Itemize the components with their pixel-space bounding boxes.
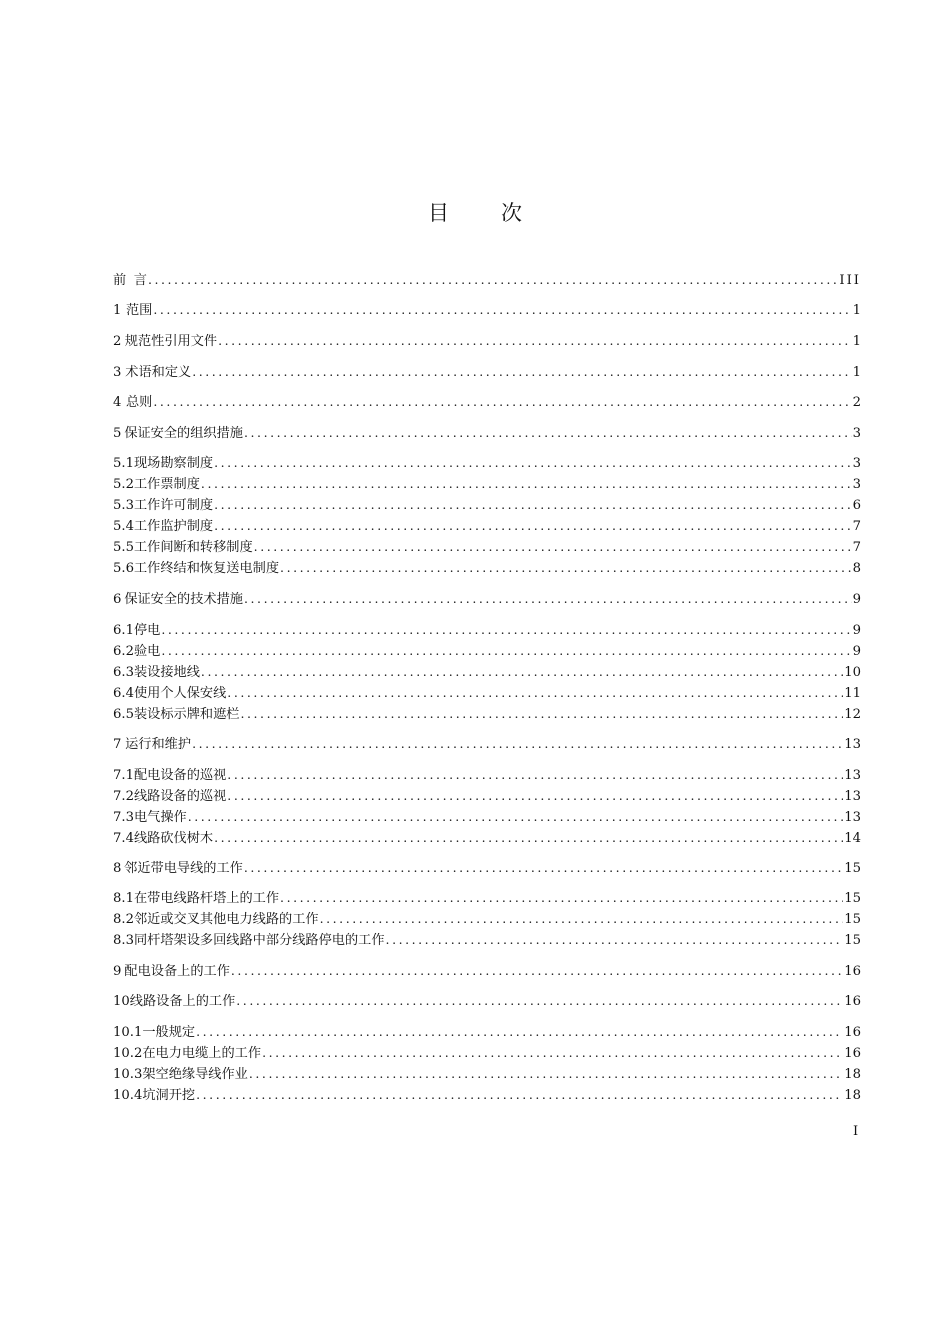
toc-entry-title: 装设标示牌和遮栏: [133, 707, 240, 722]
toc-entry-number: 前: [113, 273, 127, 288]
toc-dot-leader: [153, 300, 851, 320]
toc-dot-leader: [192, 734, 843, 754]
toc-entry-page: 16: [844, 1025, 861, 1040]
toc-entry-page: 9: [852, 623, 861, 638]
toc-entry-title: 在带电线路杆塔上的工作: [133, 891, 280, 906]
toc-entry[interactable]: [113, 930, 861, 950]
toc-entry[interactable]: [113, 662, 861, 682]
toc-dot-leader: [196, 1022, 843, 1042]
toc-entry-page: 3: [852, 426, 861, 441]
toc-entry[interactable]: [113, 516, 861, 536]
toc-entry-title: 邻近或交叉其他电力线路的工作: [133, 912, 319, 927]
toc-entry-page: III: [839, 273, 861, 288]
toc-entry-page: 15: [844, 861, 861, 876]
toc-entry[interactable]: [113, 331, 861, 351]
toc-entry-page: 18: [844, 1067, 861, 1082]
toc-entry[interactable]: [113, 270, 861, 290]
toc-entry[interactable]: [113, 704, 861, 724]
toc-entry[interactable]: [113, 888, 861, 908]
page-title-char-2: 次: [501, 201, 522, 225]
toc-entry-title: 运行和维护: [125, 737, 192, 752]
toc-entry[interactable]: [113, 828, 861, 848]
toc-dot-leader: [161, 641, 851, 661]
toc-dot-leader: [214, 495, 852, 515]
toc-entry[interactable]: [113, 807, 861, 827]
toc-dot-leader: [148, 270, 838, 290]
toc-entry-title: 工作间断和转移制度: [133, 540, 253, 555]
toc-entry-page: 16: [844, 1046, 861, 1061]
toc-dot-leader: [227, 786, 843, 806]
toc-entry[interactable]: [113, 537, 861, 557]
toc-entry-title: 使用个人保安线: [133, 686, 227, 701]
toc-dot-leader: [262, 1043, 843, 1063]
page-title: [0, 197, 950, 227]
toc-entry-title: 总则: [126, 395, 153, 410]
toc-entry-page: 18: [844, 1088, 861, 1103]
toc-entry[interactable]: [113, 961, 861, 981]
toc-entry-title: 线路设备上的工作: [129, 994, 236, 1009]
toc-entry-page: 2: [852, 395, 861, 410]
toc-entry-title: 现场勘察制度: [133, 456, 214, 471]
toc-entry-page: 15: [844, 891, 861, 906]
toc-dot-leader: [214, 516, 852, 536]
toc-entry[interactable]: [113, 300, 861, 320]
toc-entry-page: 7: [852, 540, 861, 555]
toc-entry-title: 在电力电缆上的工作: [142, 1046, 262, 1061]
toc-entry-number: 5.3: [113, 498, 134, 513]
toc-entry-page: 13: [844, 737, 861, 752]
toc-entry-title: 邻近带电导线的工作: [124, 861, 243, 876]
toc-entry-number: 6.5: [113, 707, 134, 722]
toc-entry-page: 11: [844, 686, 861, 701]
toc-entry-page: 10: [844, 665, 861, 680]
toc-entry-number: 8.3: [113, 933, 134, 948]
toc-entry-number: 8: [113, 861, 122, 876]
toc-dot-leader: [244, 423, 852, 443]
toc-entry-title: 工作监护制度: [133, 519, 214, 534]
toc-entry-number: 2: [113, 334, 122, 349]
toc-entry-title: 线路设备的巡视: [133, 789, 227, 804]
toc-entry[interactable]: [113, 620, 861, 640]
toc-dot-leader: [201, 662, 843, 682]
toc-dot-leader: [254, 537, 852, 557]
toc-entry-title: 线路砍伐树木: [133, 831, 214, 846]
toc-entry-number: 7: [113, 737, 122, 752]
toc-entry[interactable]: [113, 1043, 861, 1063]
toc-dot-leader: [320, 909, 844, 929]
toc-dot-leader: [244, 589, 852, 609]
toc-entry-page: 9: [852, 592, 861, 607]
toc-entry-number: 6.1: [113, 623, 134, 638]
toc-entry-title: 工作终结和恢复送电制度: [133, 561, 280, 576]
toc-entry-page: 1: [852, 365, 861, 380]
toc-dot-leader: [280, 558, 852, 578]
toc-entry-title: 配电设备的巡视: [133, 768, 227, 783]
toc-entry-title: 保证安全的技术措施: [124, 592, 243, 607]
toc-entry-page: 8: [852, 561, 861, 576]
toc-entry[interactable]: [113, 495, 861, 515]
toc-entry-number: 7.2: [113, 789, 134, 804]
toc-entry-title: 装设接地线: [133, 665, 200, 680]
toc-entry-title: 电气操作: [133, 810, 187, 825]
toc-dot-leader: [249, 1064, 843, 1084]
toc-entry-number: 7.3: [113, 810, 134, 825]
toc-entry-title: 同杆塔架设多回线路中部分线路停电的工作: [133, 933, 385, 948]
toc-dot-leader: [218, 331, 852, 351]
toc-entry-title: 一般规定: [142, 1025, 196, 1040]
toc-entry-number: 9: [113, 964, 122, 979]
toc-entry[interactable]: [113, 734, 861, 754]
toc-entry-number: 5.2: [113, 477, 134, 492]
toc-entry-page: 6: [852, 498, 861, 513]
toc-entry[interactable]: [113, 453, 861, 473]
toc-dot-leader: [188, 807, 843, 827]
toc-entry-title: 配电设备上的工作: [124, 964, 230, 979]
toc-entry-number: 10.2: [113, 1046, 143, 1061]
toc-entry[interactable]: [113, 1022, 861, 1042]
toc-entry[interactable]: [113, 641, 861, 661]
toc-dot-leader: [153, 392, 851, 412]
toc-entry[interactable]: [113, 786, 861, 806]
toc-entry-title: 保证安全的组织措施: [124, 426, 243, 441]
toc-entry-number: 10.3: [113, 1067, 143, 1082]
toc-entry-title: 规范性引用文件: [124, 334, 218, 349]
toc-entry-number: 4: [113, 395, 122, 410]
toc-entry-number: 6.4: [113, 686, 134, 701]
toc-entry-title: 停电: [133, 623, 161, 638]
toc-entry[interactable]: [113, 765, 861, 785]
toc-entry-number: 8.2: [113, 912, 134, 927]
toc-dot-leader: [227, 683, 843, 703]
toc-dot-leader: [227, 765, 843, 785]
toc-entry-page: 15: [844, 912, 861, 927]
toc-entry[interactable]: [113, 1064, 861, 1084]
toc-entry-title: 坑洞开挖: [142, 1088, 196, 1103]
toc-entry-number: 7.1: [113, 768, 134, 783]
toc-entry-page: 1: [852, 334, 861, 349]
toc-entry-title: 工作许可制度: [133, 498, 214, 513]
toc-entry-page: 15: [844, 933, 861, 948]
toc-entry-title: 工作票制度: [133, 477, 200, 492]
toc-entry-number: 6.2: [113, 644, 134, 659]
toc-entry-title: 架空绝缘导线作业: [142, 1067, 248, 1082]
toc-entry[interactable]: [113, 474, 861, 494]
toc-dot-leader: [161, 620, 851, 640]
toc-dot-leader: [196, 1085, 843, 1105]
toc-dot-leader: [214, 453, 852, 473]
toc-entry-number: 5.4: [113, 519, 134, 534]
toc-entry[interactable]: [113, 423, 861, 443]
toc-entry-title: 范围: [126, 303, 153, 318]
toc-entry-number: 5.5: [113, 540, 134, 555]
toc-entry-page: 9: [852, 644, 861, 659]
toc-entry-page: 16: [844, 964, 861, 979]
toc-entry-page: 16: [844, 994, 861, 1009]
toc-entry-number: 5.1: [113, 456, 134, 471]
toc-entry-number: 7.4: [113, 831, 134, 846]
toc-entry-page: 1: [852, 303, 861, 318]
toc-entry-page: 3: [852, 477, 861, 492]
toc-entry-number: 5.6: [113, 561, 134, 576]
toc-dot-leader: [192, 362, 851, 382]
toc-entry-number: 10: [113, 994, 130, 1009]
toc-entry[interactable]: [113, 858, 861, 878]
toc-entry[interactable]: [113, 589, 861, 609]
toc-entry-title: 言: [133, 273, 147, 288]
toc-entry-page: 13: [844, 810, 861, 825]
toc-entry-title: 术语和定义: [125, 365, 192, 380]
toc-entry-page: 14: [844, 831, 861, 846]
toc-entry-page: 13: [844, 789, 861, 804]
toc-entry-page: 3: [852, 456, 861, 471]
toc-entry-number: 6.3: [113, 665, 134, 680]
toc-entry-title: 验电: [133, 644, 161, 659]
toc-entry[interactable]: [113, 909, 861, 929]
toc-entry[interactable]: [113, 991, 861, 1011]
toc-entry-number: 8.1: [113, 891, 134, 906]
toc-dot-leader: [280, 888, 843, 908]
toc-entry-page: 12: [844, 707, 861, 722]
toc-entry[interactable]: [113, 362, 861, 382]
toc-entry-number: 3: [113, 365, 122, 380]
toc-entry-number: 6: [113, 592, 122, 607]
toc-entry[interactable]: [113, 1085, 861, 1105]
toc-dot-leader: [201, 474, 852, 494]
toc-dot-leader: [244, 858, 843, 878]
toc-entry-number: 5: [113, 426, 122, 441]
toc-dot-leader: [386, 930, 844, 950]
toc-entry[interactable]: [113, 558, 861, 578]
footer-page-number: I: [853, 1124, 859, 1139]
toc-dot-leader: [231, 961, 843, 981]
toc-dot-leader: [214, 828, 843, 848]
toc-dot-leader: [236, 991, 843, 1011]
toc-dot-leader: [240, 704, 843, 724]
toc-entry[interactable]: [113, 683, 861, 703]
toc-entry-page: 7: [852, 519, 861, 534]
toc-entry-number: 1: [113, 303, 122, 318]
page-title-char-1: 目: [428, 201, 449, 225]
toc-entry[interactable]: [113, 392, 861, 412]
toc-entry-number: 10.1: [113, 1025, 143, 1040]
toc-entry-page: 13: [844, 768, 861, 783]
toc-entry-number: 10.4: [113, 1088, 143, 1103]
